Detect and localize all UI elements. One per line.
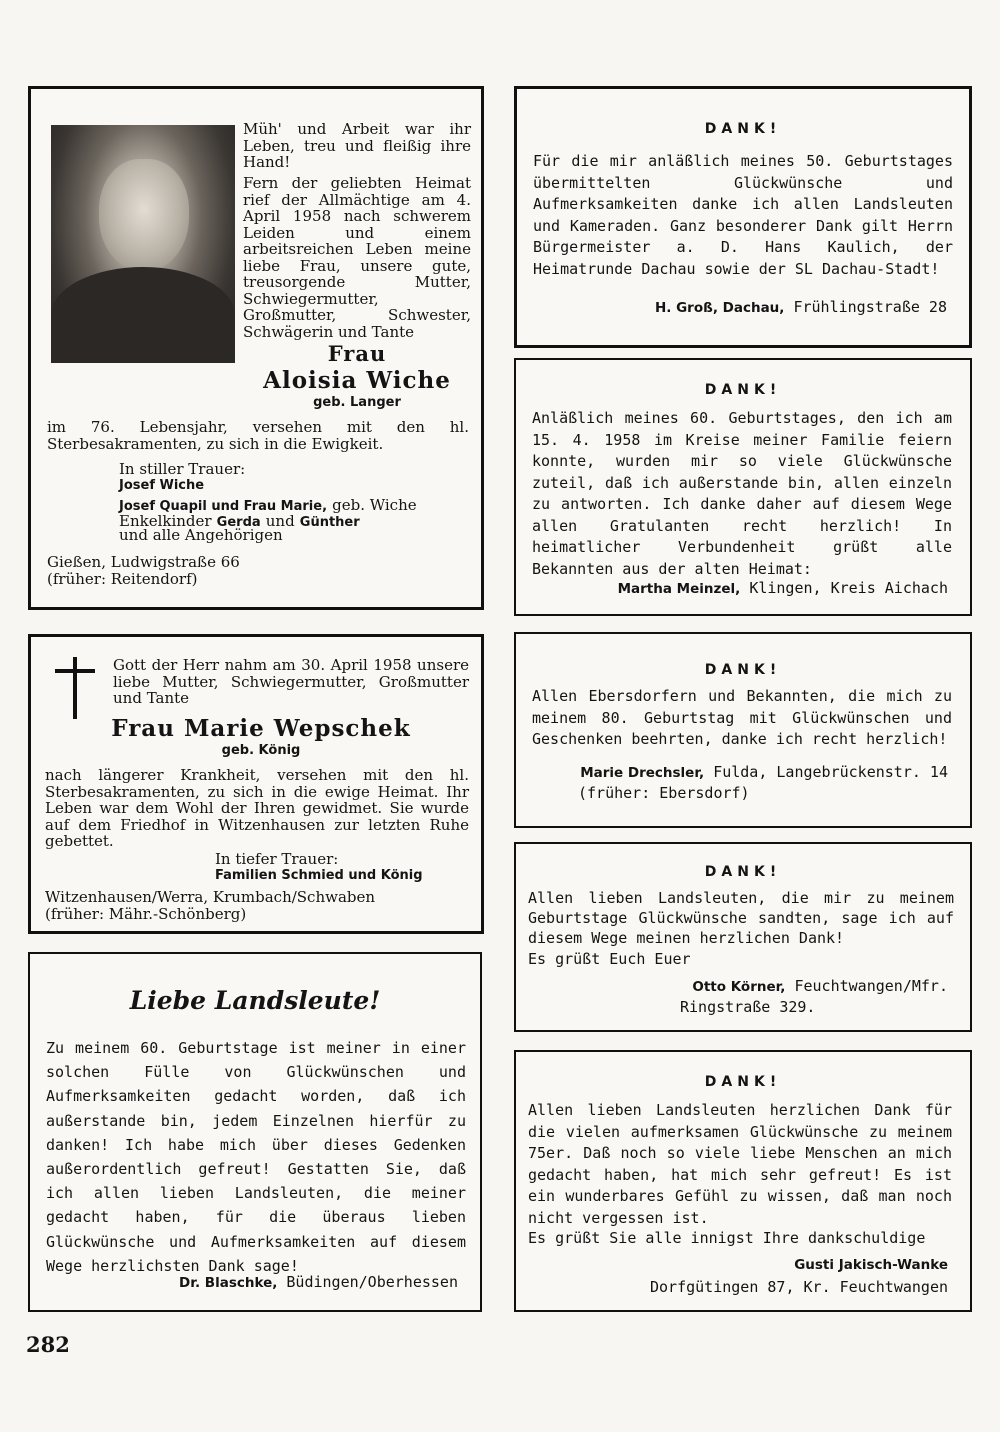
grandchild-gerda: Gerda	[216, 515, 261, 530]
letter-body: Zu meinem 60. Geburtstage ist meiner in einer solchen Fülle von Glückwünschen und Aufmerksamkeiten gedacht worden, daß ich außerstande bin, jedem Einzelnen hierfür zu danken! Ich habe mich über dieses Gedenken außerordentlich gefreut! Gestatten Sie, daß ich allen lieben Landsleuten, die meiner gedacht haben, für die überaus lieben Glückwünsche und Aufmerksamkeiten auf diesem Wege herzlichsten Dank sage!	[46, 1039, 466, 1275]
address: Gießen, Ludwigstraße 66	[47, 553, 240, 571]
dank-body: Anläßlich meines 60. Geburtstages, den ich am 15. 4. 1958 im Kreise meiner Familie feiern konnte, wurden mir so viele Glückwünsche zuteil, daß ich außerstande bin, allen einzeln zu antworten. Ich danke daher auf diesem Wege allen Gratulanten recht herzlich! In heimatlicher Verbundenheit grüßt alle Bekannten aus der alten Heimat:	[532, 409, 952, 578]
dank-signature	[655, 297, 947, 319]
dank-heading: DANK!	[704, 382, 782, 398]
deceased-name: Frau Marie Wepschek	[111, 715, 411, 742]
mourning-label: In tiefer Trauer:	[215, 850, 339, 868]
age-text: im 76. Lebensjahr, versehen mit den hl. Sterbesakramenten, zu sich in die Ewigkeit.	[47, 418, 469, 453]
maiden-name: geb. König	[221, 743, 301, 758]
grandchild-guenther: Günther	[299, 515, 360, 530]
notice-body: nach längerer Krankheit, versehen mit den hl. Sterbesakramenten, zu sich in die ewige Heimat. Ihr Leben war dem Wohl der Ihren gewidmet. Sie wurde auf dem Friedhof in Witzenhausen zur letzten Ruhe gebettet.	[45, 766, 469, 850]
former-home: (früher: Reitendorf)	[47, 570, 198, 588]
deceased-name: Aloisia Wiche	[263, 367, 451, 394]
dank-signature	[580, 762, 948, 784]
obituary-aloisia-wiche	[28, 86, 484, 610]
former-home: (früher: Ebersdorf)	[578, 784, 750, 802]
relatives: und alle Angehörigen	[119, 526, 283, 544]
dank-body: Für die mir anläßlich meines 50. Geburtstages übermittelten Glückwünsche und Aufmerksamkeiten danke ich allen Landsleuten und Kameraden. Ganz besonderer Dank gilt Herrn Bürgermeister a. D. Hans Kaulich, der Heimatrunde Dachau sowie der SL Dachau-Stadt!	[533, 152, 953, 278]
mourner-2-born: geb. Wiche	[332, 496, 417, 514]
dank-heading: DANK!	[704, 1074, 782, 1090]
dank-body: Allen Ebersdorfern und Bekannten, die mich zu meinem 80. Geburtstag mit Glückwünschen und Geschenken beehrten, danke ich recht herzlich!	[532, 687, 952, 748]
page-number: 282	[26, 1332, 70, 1357]
mourning-label: In stiller Trauer:	[119, 460, 246, 478]
signature-name: H. Groß, Dachau,	[654, 300, 785, 316]
dank-box-5	[514, 1050, 972, 1312]
signature-name: Otto Körner,	[692, 979, 786, 995]
signature-name: Gusti Jakisch-Wanke	[794, 1257, 948, 1273]
dank-box-2	[514, 358, 972, 616]
obituary-text: Fern der geliebten Heimat rief der Allmächtige am 4. April 1958 nach schwerem Leiden und einem arbeitsreichen Leben meine liebe Frau, unsere gute, treusorgende Mutter, Schwiegermutter, Großmutter, Schwester, Schwägerin und Tante	[243, 174, 471, 341]
mourner-2: Josef Quapil und Frau Marie,	[119, 499, 328, 514]
address: Witzenhausen/Werra, Krumbach/Schwaben	[45, 888, 376, 906]
letter-liebe-landsleute	[28, 952, 482, 1312]
portrait-photo	[51, 125, 235, 363]
grandchildren-label: Enkelkinder	[119, 512, 212, 530]
obituary-marie-wepschek	[28, 634, 484, 934]
dank-heading: DANK!	[704, 662, 782, 678]
conjunction: und	[265, 512, 295, 530]
dank-box-1	[514, 86, 972, 348]
death-notice: Gott der Herr nahm am 30. April 1958 unsere liebe Mutter, Schwiegermutter, Großmutter und Tante	[113, 656, 469, 707]
mourner-1: Josef Wiche	[119, 478, 205, 493]
greeting: Es grüßt Sie alle innigst Ihre dankschuldige	[528, 1229, 926, 1247]
signature-street: Ringstraße 329.	[680, 998, 816, 1016]
dank-box-4	[514, 842, 972, 1032]
obituary-intro: Müh' und Arbeit war ihr Leben, treu und fleißig ihre Hand!	[243, 120, 471, 171]
cross-icon	[55, 657, 95, 719]
dank-signature	[618, 578, 948, 600]
letter-heading: Liebe Landsleute!	[129, 986, 381, 1015]
families: Familien Schmied und König	[215, 868, 423, 883]
dank-body: Allen lieben Landsleuten herzlichen Dank für die vielen aufmerksamen Glückwünsche zu meinem 75er. Daß noch so viele liebe Menschen an mich gedacht haben, hat mich sehr gefreut! Es ist ein wunderbares Gefühl zu wissen, daß man noch nicht vergessen ist.	[528, 1101, 952, 1227]
dank-heading: DANK!	[704, 864, 782, 880]
signature-name: Dr. Blaschke,	[179, 1275, 278, 1291]
signature-place: Büdingen/Oberhessen	[286, 1273, 458, 1291]
portrait-clothing	[51, 267, 235, 363]
maiden-name: geb. Langer	[313, 395, 401, 410]
title-prefix: Frau	[327, 341, 387, 366]
signature-name-line	[794, 1254, 948, 1276]
signature-place: Feuchtwangen/Mfr.	[794, 977, 948, 995]
dank-body: Allen lieben Landsleuten, die mir zu meinem Geburtstage Glückwünsche sandten, sage ich auf diesem Wege meinen herzlichen Dank!	[528, 889, 954, 947]
dank-box-3	[514, 632, 972, 828]
signature-place: Fulda, Langebrückenstr. 14	[713, 763, 948, 781]
greeting: Es grüßt Euch Euer	[528, 950, 691, 968]
signature-place: Klingen, Kreis Aichach	[749, 579, 948, 597]
signature-place: Dorfgütingen 87, Kr. Feuchtwangen	[649, 1278, 948, 1296]
letter-signature	[179, 1272, 458, 1294]
dank-signature	[692, 976, 948, 998]
signature-name: Martha Meinzel,	[617, 581, 741, 597]
former-home: (früher: Mähr.-Schönberg)	[45, 905, 247, 923]
signature-place: Frühlingstraße 28	[793, 298, 947, 316]
dank-heading: DANK!	[704, 121, 782, 137]
portrait-face	[99, 159, 189, 271]
signature-name: Marie Drechsler,	[580, 765, 705, 781]
